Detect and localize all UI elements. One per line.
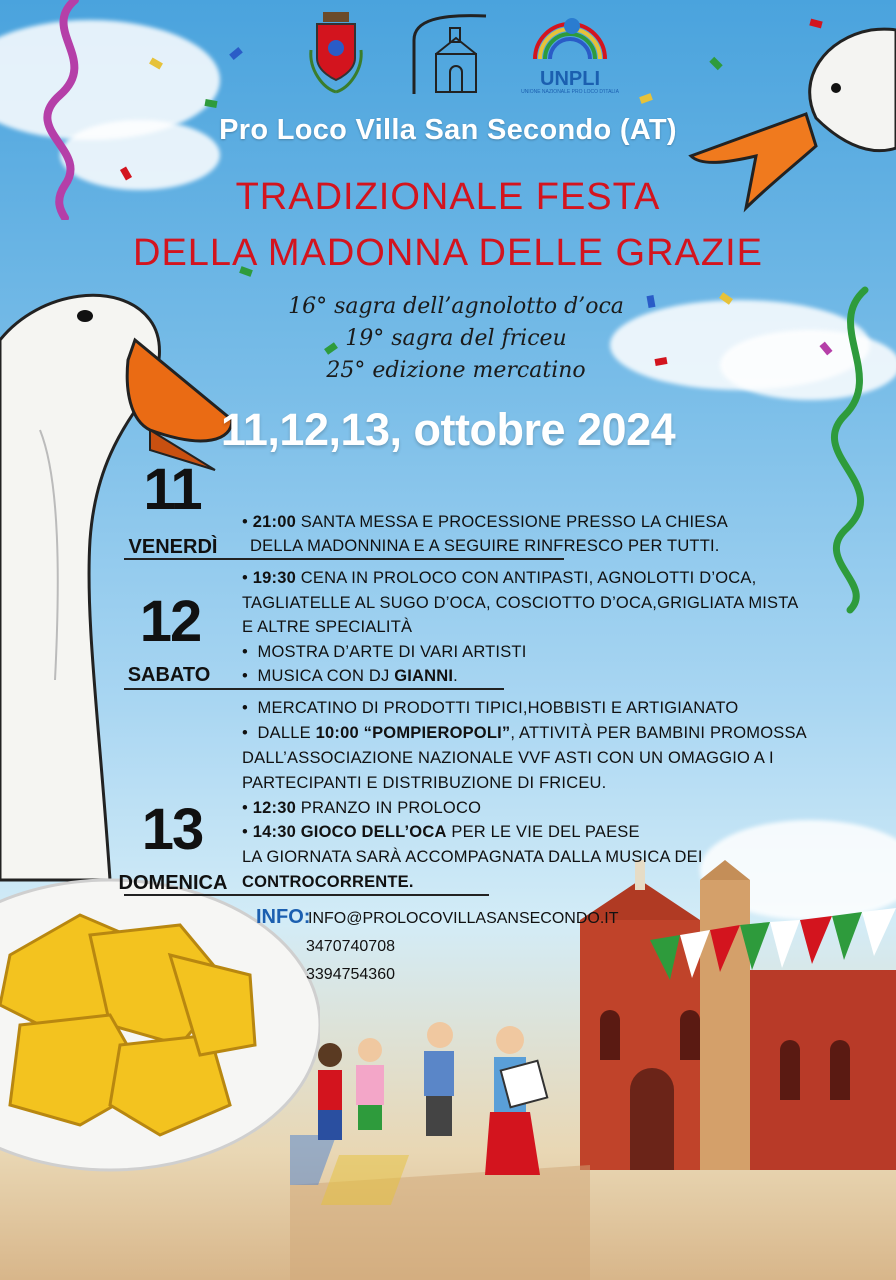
event-dates: 11,12,13, ottobre 2024 [220, 404, 676, 455]
event-time: 19:30 [252, 569, 296, 587]
event-friday-mass-continued: DELLA MADONNINA E A SEGUIRE RINFRESCO PER TUTTI. [250, 537, 720, 555]
running-children-illustration [290, 1015, 590, 1280]
event-saturday-dinner-line-3: E ALTRE SPECIALITÀ [242, 618, 413, 636]
subtitle-friceu: 19° sagra del friceu [345, 326, 567, 351]
event-sunday-goose-game: • 14:30 GIOCO DELL’OCA PER LE VIE DEL PAESE [242, 823, 640, 841]
dj-name: GIANNI [394, 667, 454, 685]
event-sunday-pompieropoli: • DALLE 10:00 “POMPIEROPOLI”, ATTIVITÀ PER BAMBINI PROMOSSA [242, 724, 807, 742]
event-highlight: 14:30 GIOCO DELL’OCA [252, 823, 447, 841]
event-time: 21:00 [252, 513, 296, 531]
subtitle-agnolotto: 16° sagra dell’agnolotto d’oca [288, 294, 624, 319]
info-phone-1[interactable]: 3470740708 [306, 938, 395, 955]
info-email[interactable]: INFO@PROLOCOVILLASANSECONDO.IT [308, 910, 619, 927]
church-illustration [560, 860, 896, 1180]
event-text: MUSICA CON DJ [257, 667, 390, 685]
rainbow-icon [520, 14, 620, 64]
event-sunday-lunch: • 12:30 PRANZO IN PROLOCO [242, 799, 482, 817]
unpli-logo-subtitle: UNIONE NAZIONALE PRO LOCO D'ITALIA [521, 89, 619, 95]
organizer-title: Pro Loco Villa San Secondo (AT) [219, 114, 677, 146]
event-saturday-dinner-line-2: TAGLIATELLE AL SUGO D’OCA, COSCIOTTO D’OCA,GRIGLIATA MISTA [242, 594, 799, 612]
event-text: DALLE [257, 724, 311, 742]
event-text: CENA IN PROLOCO CON ANTIPASTI, AGNOLOTTI D’OCA, [300, 569, 757, 587]
event-time: 12:30 [252, 799, 296, 817]
event-sunday-market: • MERCATINO DI PRODOTTI TIPICI,HOBBISTI E ARTIGIANATO [242, 699, 739, 717]
event-time: 10:00 [315, 724, 359, 742]
divider-sunday [124, 894, 489, 896]
event-sunday-music-band: CONTROCORRENTE. [242, 873, 414, 891]
divider-friday [124, 558, 564, 560]
confetti [639, 93, 653, 104]
event-sunday-music-line-1: LA GIORNATA SARÀ ACCOMPAGNATA DALLA MUSICA DEI [242, 848, 703, 866]
event-text: PER LE VIE DEL PAESE [451, 823, 640, 841]
event-text: MOSTRA D’ARTE DI VARI ARTISTI [257, 643, 527, 661]
event-sunday-pompieropoli-line-2: DALL’ASSOCIAZIONE NAZIONALE VVF ASTI CON UN OMAGGIO A I [242, 749, 774, 767]
event-text: MERCATINO DI PRODOTTI TIPICI,HOBBISTI E ARTIGIANATO [257, 699, 739, 717]
info-label: INFO: [256, 906, 311, 928]
info-phone-2[interactable]: 3394754360 [306, 966, 395, 983]
festival-title-line-2: DELLA MADONNA DELLE GRAZIE [133, 232, 763, 274]
event-saturday-art-exhibition: • MOSTRA D’ARTE DI VARI ARTISTI [242, 643, 527, 661]
day-number-13: 13 [141, 797, 203, 862]
event-text: PRANZO IN PROLOCO [300, 799, 482, 817]
church-drawing-logo [410, 10, 490, 96]
unpli-logo [520, 14, 620, 104]
day-number-11: 11 [143, 457, 201, 522]
event-text: SANTA MESSA E PROCESSIONE PRESSO LA CHIESA [300, 513, 728, 531]
divider-saturday [124, 688, 504, 690]
day-name-venerdi: VENERDÌ [128, 536, 218, 558]
event-friday-mass: • 21:00 SANTA MESSA E PROCESSIONE PRESSO LA CHIESA [242, 513, 728, 531]
event-highlight: “POMPIEROPOLI” [363, 724, 511, 742]
event-saturday-music: • MUSICA CON DJ GIANNI. [242, 667, 458, 685]
confetti [229, 47, 243, 60]
day-name-sabato: SABATO [127, 664, 211, 686]
event-text: , ATTIVITÀ PER BAMBINI PROMOSSA [510, 724, 807, 742]
unpli-logo-text: UNPLI [540, 68, 600, 90]
municipal-crest-logo [305, 10, 367, 96]
event-sunday-pompieropoli-line-3: PARTECIPANTI E DISTRIBUZIONE DI FRICEU. [242, 774, 607, 792]
event-saturday-dinner: • 19:30 CENA IN PROLOCO CON ANTIPASTI, AGNOLOTTI D’OCA, [242, 569, 757, 587]
subtitle-mercatino: 25° edizione mercatino [326, 358, 586, 383]
day-name-domenica: DOMENICA [118, 872, 228, 894]
day-number-12: 12 [139, 589, 201, 654]
festival-title-line-1: TRADIZIONALE FESTA [235, 176, 661, 218]
